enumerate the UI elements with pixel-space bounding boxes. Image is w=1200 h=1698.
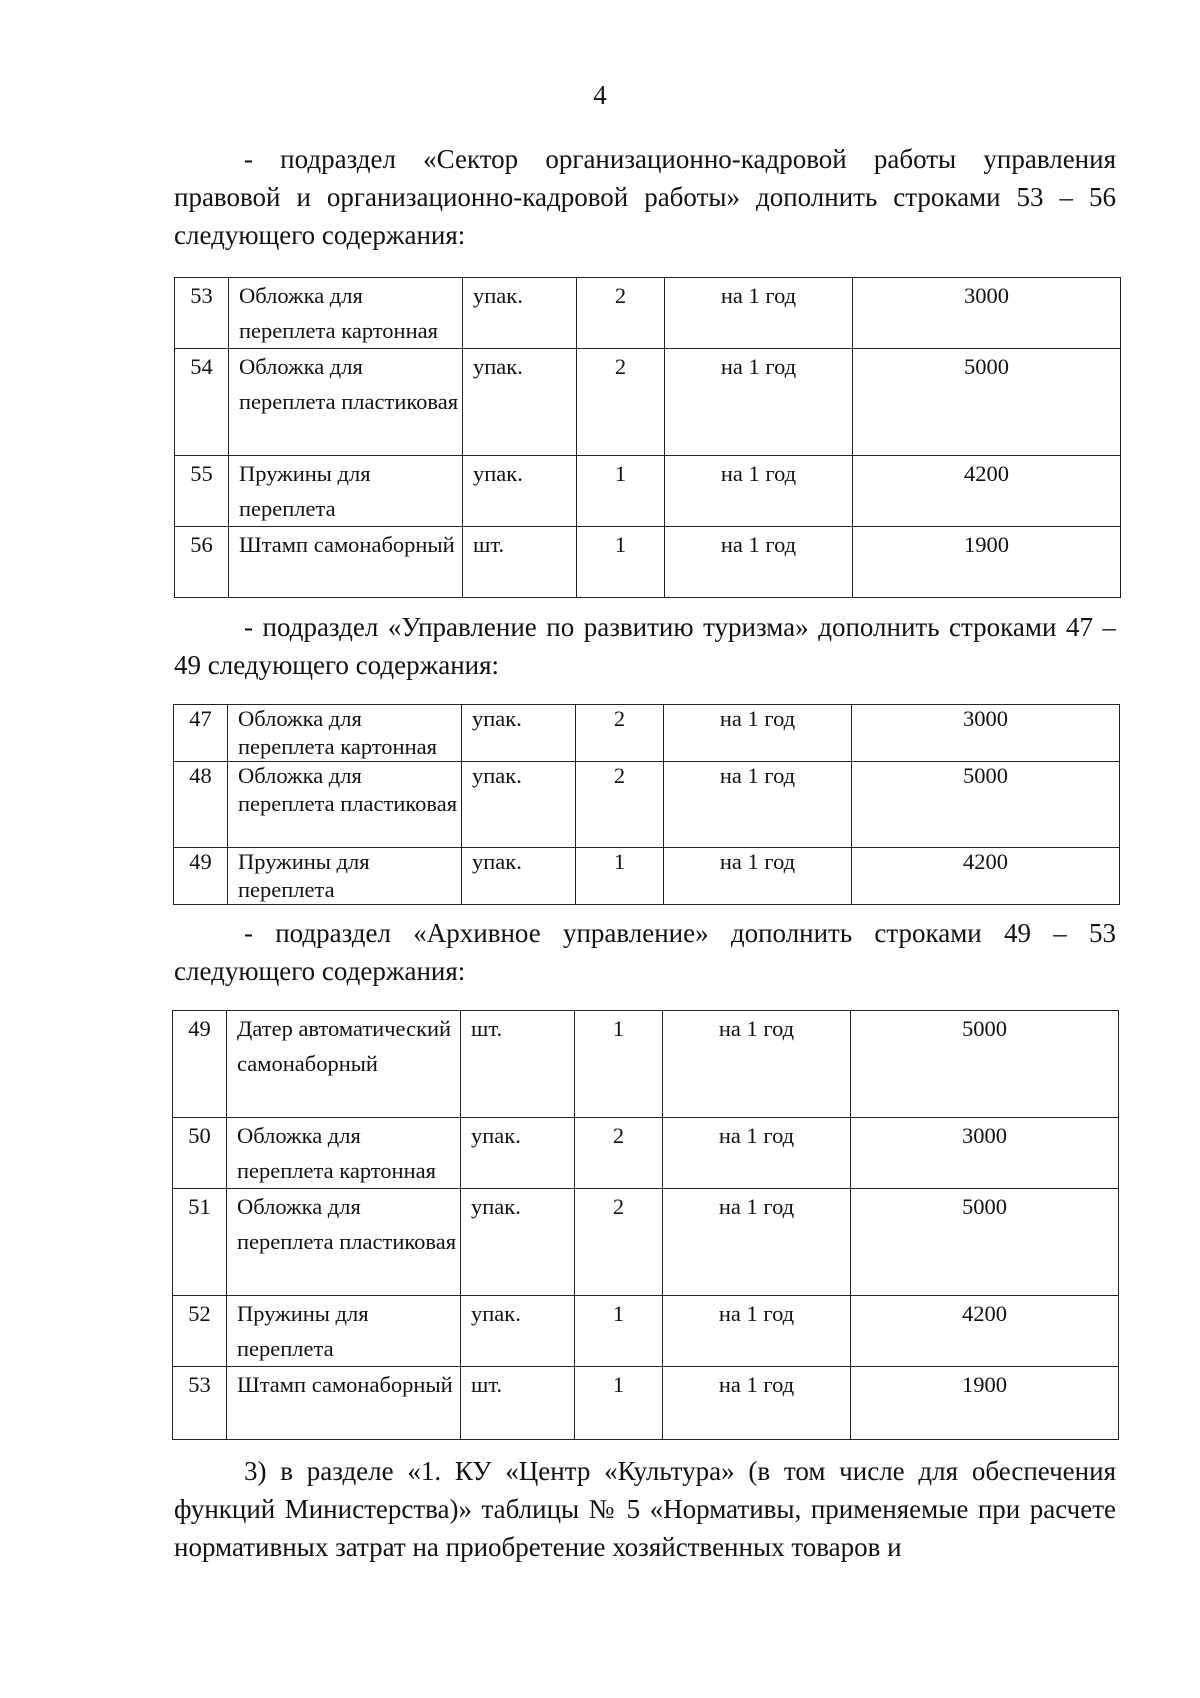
item-price: 4200 [852,848,1120,905]
item-quantity: 2 [577,278,665,349]
item-name: Штамп самонаборный [227,1367,461,1440]
item-name: Обложка для переплета картонная [229,278,463,349]
item-unit: шт. [461,1367,575,1440]
item-period: на 1 год [663,1296,851,1367]
section-intro-3: - подраздел «Архивное управление» дополнить строками 49 – 53 следующего содержания: [174,918,1116,986]
item-period: на 1 год [663,1189,851,1296]
item-period: на 1 год [665,349,853,456]
table-row [173,1189,1119,1296]
item-quantity: 1 [576,848,664,905]
item-quantity: 1 [575,1296,663,1367]
closing-paragraph: 3) в разделе «1. КУ «Центр «Культура» (в том числе для обеспечения функций Министерства)» таблицы № 5 «Нормативы, применяемые при расчете нормативных затрат на приобретение хозяйственных товаров и [174,1456,1116,1562]
item-unit: упак. [463,349,577,456]
row-number: 53 [173,1367,227,1440]
item-price: 3000 [852,705,1120,762]
page-number: 4 [593,80,607,110]
item-period: на 1 год [663,1367,851,1440]
item-unit: шт. [461,1011,575,1118]
table-row [173,1011,1119,1118]
table-row [175,527,1121,598]
table-row [174,848,1120,905]
item-period: на 1 год [664,705,852,762]
item-name: Обложка для переплета пластиковая [229,349,463,456]
item-quantity: 2 [576,762,664,848]
item-price: 3000 [853,278,1121,349]
row-number: 49 [173,1011,227,1118]
item-quantity: 1 [577,527,665,598]
item-quantity: 1 [575,1367,663,1440]
table-row [173,1296,1119,1367]
section-intro-1: - подраздел «Сектор организационно-кадровой работы управления правовой и организационно-кадровой работы» дополнить строками 53 – 56 следующего содержания: [174,144,1116,250]
table-row [173,1367,1119,1440]
item-name: Пружины для переплета [229,456,463,527]
item-unit: упак. [461,1296,575,1367]
item-name: Обложка для переплета картонная [228,705,462,762]
item-period: на 1 год [664,762,852,848]
row-number: 53 [175,278,229,349]
item-price: 4200 [851,1296,1119,1367]
row-number: 48 [174,762,228,848]
item-period: на 1 год [665,456,853,527]
row-number: 55 [175,456,229,527]
item-unit: упак. [462,705,576,762]
item-unit: упак. [462,848,576,905]
item-quantity: 1 [577,456,665,527]
item-price: 5000 [852,762,1120,848]
item-unit: упак. [462,762,576,848]
item-quantity: 1 [575,1011,663,1118]
item-name: Пружины для переплета [227,1296,461,1367]
item-quantity: 2 [575,1118,663,1189]
item-unit: упак. [461,1118,575,1189]
row-number: 56 [175,527,229,598]
item-period: на 1 год [663,1118,851,1189]
row-number: 52 [173,1296,227,1367]
item-quantity: 2 [575,1189,663,1296]
section-intro-2: - подраздел «Управление по развитию туризма» дополнить строками 47 – 49 следующего содержания: [174,612,1116,680]
row-number: 49 [174,848,228,905]
item-name: Обложка для переплета пластиковая [228,762,462,848]
row-number: 47 [174,705,228,762]
item-period: на 1 год [665,527,853,598]
items-table-1 [174,277,1121,598]
item-name: Обложка для переплета пластиковая [227,1189,461,1296]
table-row [174,762,1120,848]
item-name: Датер автоматический самонаборный [227,1011,461,1118]
item-quantity: 2 [577,349,665,456]
items-table-3 [172,1010,1119,1440]
table-row [175,278,1121,349]
item-unit: упак. [463,278,577,349]
item-price: 3000 [851,1118,1119,1189]
table-row [175,456,1121,527]
item-price: 5000 [851,1189,1119,1296]
item-unit: упак. [463,456,577,527]
item-name: Обложка для переплета картонная [227,1118,461,1189]
item-price: 4200 [853,456,1121,527]
row-number: 54 [175,349,229,456]
table-row [174,705,1120,762]
item-period: на 1 год [665,278,853,349]
items-table-2 [173,704,1120,905]
item-period: на 1 год [663,1011,851,1118]
item-quantity: 2 [576,705,664,762]
item-price: 1900 [851,1367,1119,1440]
item-price: 1900 [853,527,1121,598]
row-number: 51 [173,1189,227,1296]
row-number: 50 [173,1118,227,1189]
item-name: Штамп самонаборный [229,527,463,598]
item-price: 5000 [851,1011,1119,1118]
item-unit: упак. [461,1189,575,1296]
item-name: Пружины для переплета [228,848,462,905]
table-row [173,1118,1119,1189]
item-period: на 1 год [664,848,852,905]
item-unit: шт. [463,527,577,598]
item-price: 5000 [853,349,1121,456]
table-row [175,349,1121,456]
